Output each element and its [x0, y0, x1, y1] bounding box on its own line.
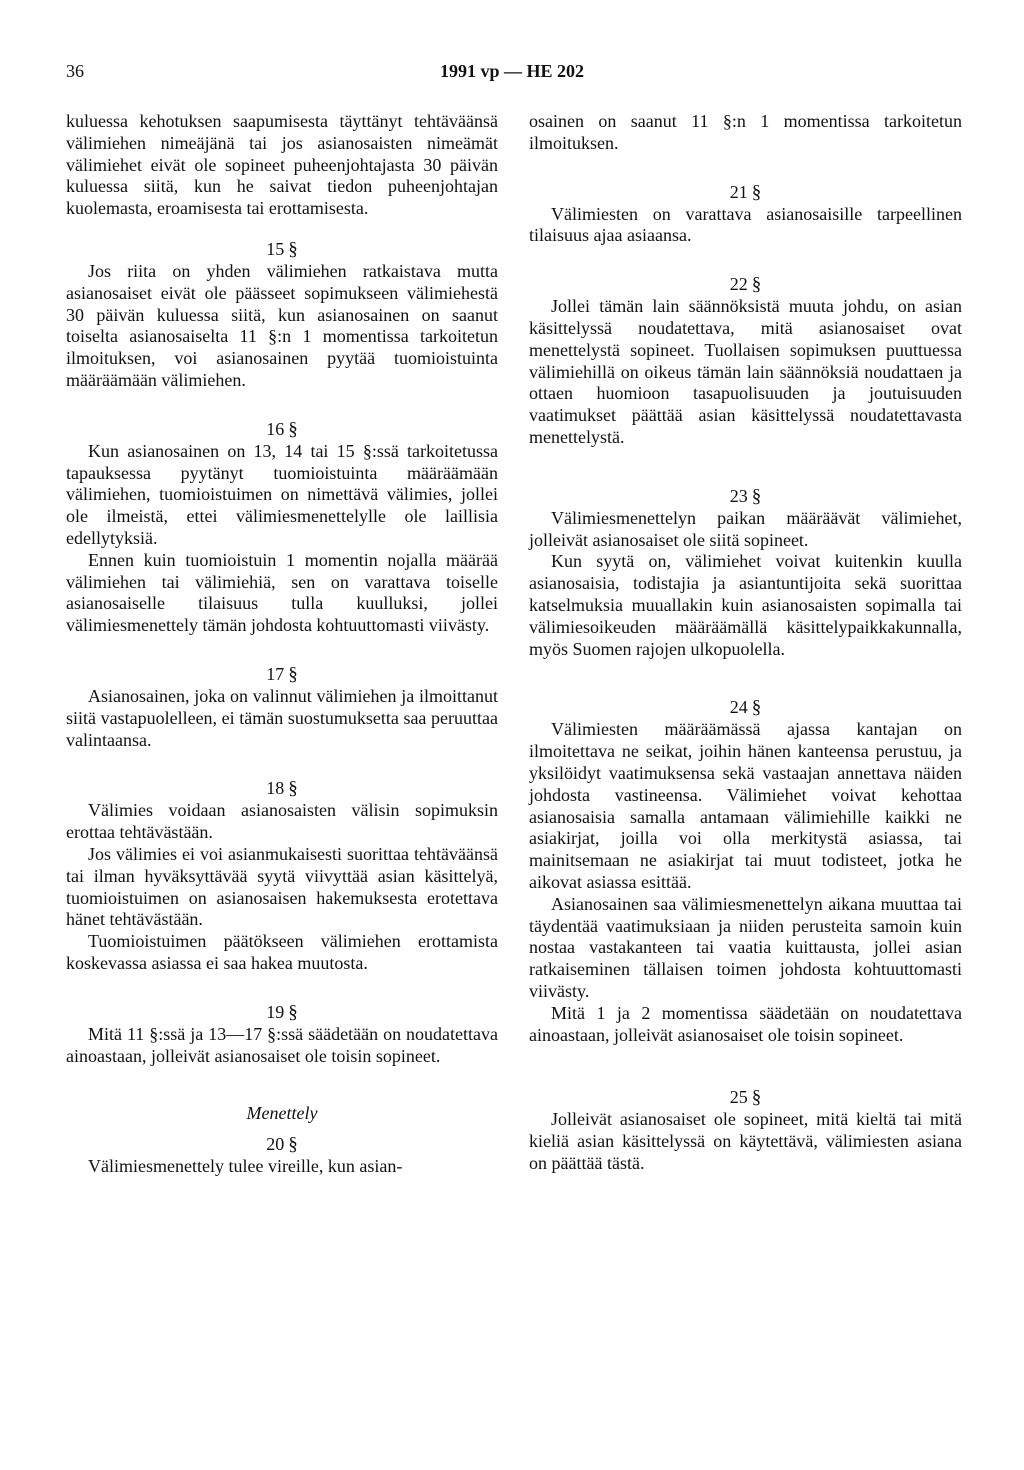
- section-22-paragraph-1: Jollei tämän lain säännöksistä muuta johdu, on asian käsittelyssä noudatettava, mitä asianosaiset ovat menettelystä sopineet. Tuollaisen sopimuksen puuttuessa välimiehillä on oikeus tämän lain säännöksiä noudattaen ja ottaen huomioon tasapuolisuuden ja joutuisuuden vaatimukset päättää asian käsittelyssä noudatettavasta menettelystä.: [529, 296, 962, 447]
- section-19-heading: 19 §: [266, 1001, 298, 1023]
- right-column: [529, 111, 962, 1175]
- chapter-heading: Menettely: [246, 1103, 318, 1124]
- section-15-paragraph-1: Jos riita on yhden välimiehen ratkaistava mutta asianosaiset eivät ole päässeet sopimukseen välimiehestä 30 päivän kuluessa siitä, kun asianosainen on saanut toiselta asianosaiselta 11 §:n 1 momentissa tarkoitetun ilmoituksen, voi asianosainen pyytää tuomioistuinta määräämään välimiehen.: [66, 260, 498, 390]
- section-23-heading: 23 §: [729, 485, 762, 507]
- section-15-heading: 15 §: [266, 238, 298, 260]
- section-25-heading: 25 §: [729, 1087, 762, 1109]
- left-column: [66, 111, 498, 1178]
- section-20-heading: 20 §: [266, 1134, 298, 1156]
- section-20-paragraph-1: Välimiesmenettely tulee vireille, kun asian-: [88, 1156, 403, 1177]
- section-21-paragraph-1: Välimiesten on varattava asianosaisille tarpeellinen tilaisuus ajaa asiaansa.: [529, 203, 962, 246]
- paragraph-intro: kuluessa kehotuksen saapumisesta täyttänyt tehtäväänsä välimiehen nimeäjänä tai jos asianosaisten nimeämät välimiehet eivät ole sopineet puheenjohtajasta 30 päivän kuluessa siitä, kun he saivat tiedon puheenjohtajan kuolemasta, eroamisesta tai erottamisesta.: [66, 111, 498, 219]
- section-18-paragraph-2: Jos välimies ei voi asianmukaisesti suorittaa tehtäväänsä tai ilman hyväksyttävää syytä viivyttää asian käsittelyä, tuomioistuimen on asianosaisen hakemuksesta erotettava hänet tehtävästään.: [66, 843, 498, 930]
- section-16-paragraph-2: Ennen kuin tuomioistuin 1 momentin nojalla määrää välimiehen tai välimiehiä, sen on varattava toiselle asianosaiselle tilaisuus tulla kuulluksi, jollei välimiesmenettely tämän johdosta kohtuuttomasti viivästy.: [66, 549, 498, 636]
- section-18-heading: 18 §: [266, 778, 298, 800]
- section-19-paragraph-1: Mitä 11 §:ssä ja 13—17 §:ssä säädetään on noudatettava ainoastaan, jolleivät asianosaiset ole toisin sopineet.: [66, 1023, 498, 1066]
- section-18-paragraph-3: Tuomioistuimen päätökseen välimiehen erottamista koskevassa asiassa ei saa hakea muutosta.: [66, 931, 498, 973]
- section-22-heading: 22 §: [729, 274, 762, 296]
- section-24-paragraph-1: Välimiesten määräämässä ajassa kantajan on ilmoitettava ne seikat, joihin hänen kanteensa perustuu, ja yksilöidyt vaatimuksensa sekä vastaajan annettava näiden johdosta vastineensa. Välimiehet voivat kehottaa asianosaisia samalla antamaan välimiehille kaikki ne asiakirjat, joilla voi olla merkitystä asiassa, tai mainitsemaan ne asiakirjat tai muut todisteet, jotka he aikovat asiassa esittää.: [529, 719, 962, 892]
- section-24-paragraph-2: Asianosainen saa välimiesmenettelyn aikana muuttaa tai täydentää vaatimuksiaan ja niiden perusteita samoin kuin nostaa vastakanteen tai vaatia kuittausta, jollei asian ratkaiseminen tällaisen toimen johdosta kohtuuttomasti viivästy.: [529, 893, 962, 1001]
- page-number: 36: [66, 61, 84, 81]
- section-18-paragraph-1: Välimies voidaan asianosaisten välisin sopimuksin erottaa tehtävästään.: [66, 800, 498, 843]
- section-17-paragraph-1: Asianosainen, joka on valinnut välimiehen ja ilmoittanut siitä vastapuolelleen, ei tämän suostumuksetta saa peruuttaa valintaansa.: [66, 685, 498, 750]
- paragraph-continuation: osainen on saanut 11 §:n 1 momentissa tarkoitetun ilmoituksen.: [529, 111, 962, 153]
- section-23-paragraph-2: Kun syytä on, välimiehet voivat kuitenkin kuulla asianosaisia, todistajia ja asiantuntijoita sekä suorittaa katselmuksia muuallakin kuin asianosaisten sopimalla tai välimiesoikeuden määräämällä käsittelypaikkakunnalla, myös Suomen rajojen ulkopuolella.: [529, 551, 962, 659]
- section-21-heading: 21 §: [729, 181, 762, 203]
- running-head: 1991 vp — HE 202: [439, 61, 585, 81]
- section-24-heading: 24 §: [729, 697, 762, 719]
- section-16-heading: 16 §: [266, 418, 298, 440]
- section-24-paragraph-3: Mitä 1 ja 2 momentissa säädetään on noudatettava ainoastaan, jolleivät asianosaiset ole toisin sopineet.: [529, 1002, 962, 1045]
- section-25-paragraph-1: Jolleivät asianosaiset ole sopineet, mitä kieltä tai mitä kieliä asian käsittelyssä on käytettävä, välimiesten asiana on päättää tästä.: [529, 1109, 962, 1173]
- section-17-heading: 17 §: [266, 663, 298, 685]
- section-16-paragraph-1: Kun asianosainen on 13, 14 tai 15 §:ssä tarkoitetussa tapauksessa pyytänyt tuomioistuinta määräämään välimiehen, tuomioistuimen on nimettävä välimies, jollei ole ilmeistä, ettei välimiesmenettelylle ole laillisia edellytyksiä.: [66, 440, 498, 548]
- section-23-paragraph-1: Välimiesmenettelyn paikan määräävät välimiehet, jolleivät asianosaiset ole siitä sopineet.: [529, 507, 962, 550]
